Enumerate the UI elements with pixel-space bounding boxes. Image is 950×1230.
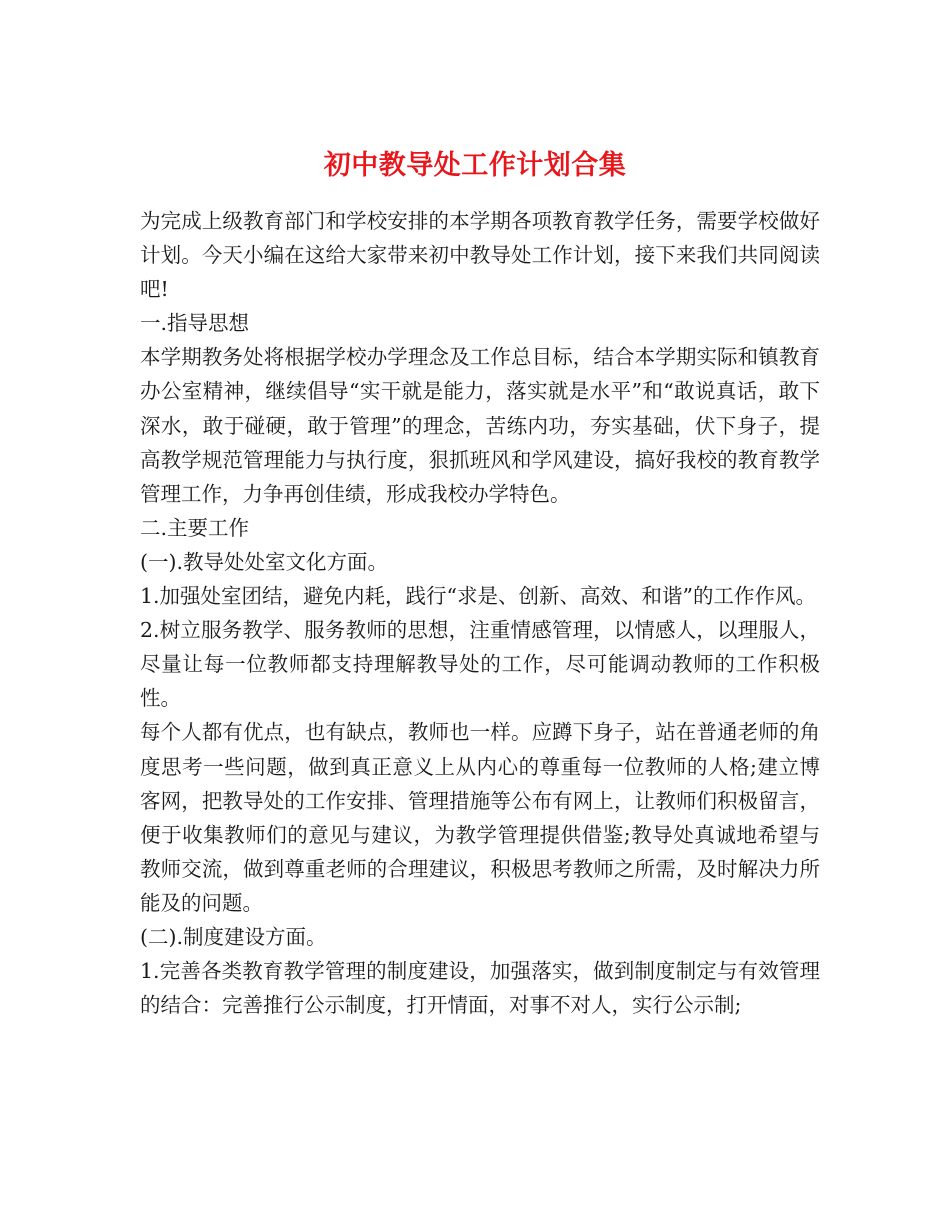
list-item-1: 1.加强处室团结，避免内耗，践行“求是、创新、高效、和谐”的工作作风。 — [140, 584, 817, 609]
section-heading-guiding-ideology: 一.指导思想 — [140, 311, 250, 336]
guiding-ideology-paragraph: 本学期教务处将根据学校办学理念及工作总目标，结合本学期实际和镇教育办公室精神，继续倡导“实干就是能力，落实就是水平”和“敢说真话，敢下深水，敢于碰硬，敢于管理”的理念，苦练内功，夯实基础，伏下身子，提高教学规范管理能力与执行度，狠抓班风和学风建设，搞好我校的教育教学管理工作，力争再创佳绩，形成我校办学特色。 — [140, 345, 820, 506]
list-item-3: 1.完善各类教育教学管理的制度建设，加强落实，做到制度制定与有效管理的结合：完善推行公示制度，打开情面，对事不对人，实行公示制; — [140, 959, 820, 1018]
intro-paragraph: 为完成上级教育部门和学校安排的本学期各项教育教学任务，需要学校做好计划。今天小编在这给大家带来初中教导处工作计划，接下来我们共同阅读吧! — [140, 209, 820, 302]
section-heading-main-work: 二.主要工作 — [140, 515, 250, 540]
list-item-2: 2.树立服务教学、服务教师的思想，注重情感管理，以情感人，以理服人，尽量让每一位教师都支持理解教导处的工作，尽可能调动教师的工作积极性。 — [140, 618, 820, 711]
subsection-heading-system-building: (二).制度建设方面。 — [140, 924, 327, 949]
body-paragraph: 每个人都有优点，也有缺点，教师也一样。应蹲下身子，站在普通老师的角度思考一些问题，做到真正意义上从内心的尊重每一位教师的人格;建立博客网，把教导处的工作安排、管理措施等公布有网上，让教师们积极留言，便于收集教师们的意见与建议，为教学管理提供借鉴;教导处真诚地希望与教师交流，做到尊重老师的合理建议，积极思考教师之所需，及时解决力所能及的问题。 — [140, 720, 820, 915]
document-title: 初中教导处工作计划合集 — [323, 150, 627, 182]
subsection-heading-office-culture: (一).教导处处室文化方面。 — [140, 549, 389, 574]
document-body — [140, 204, 820, 1022]
